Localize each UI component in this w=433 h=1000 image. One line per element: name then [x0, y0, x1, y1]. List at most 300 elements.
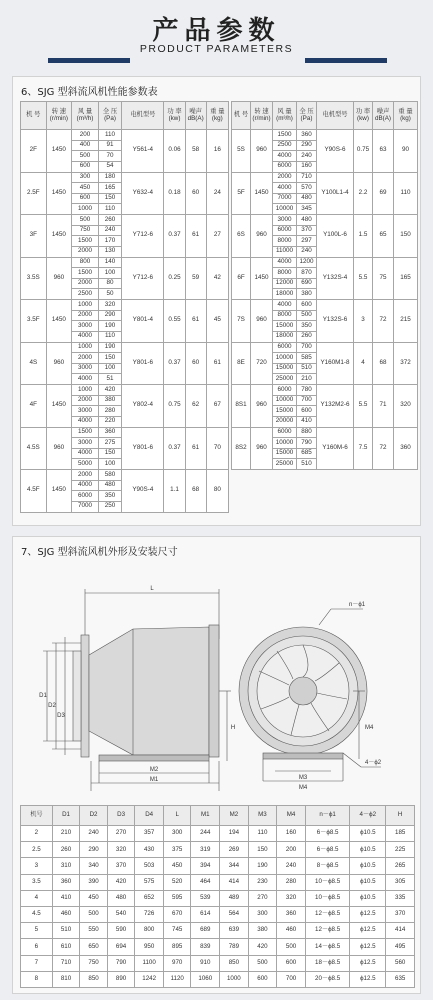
cell-pressure: 180 — [98, 172, 121, 183]
cell-model: 6F — [232, 257, 251, 300]
cell-noise: 62 — [185, 385, 206, 428]
cell-airflow: 800 — [72, 257, 99, 268]
dim-cell: 850 — [80, 971, 108, 987]
cell-model: 8E — [232, 342, 251, 385]
cell-motor: Y632-4 — [122, 172, 164, 215]
dim-cell: 380 — [248, 923, 277, 939]
dim-cell: 480 — [107, 890, 135, 906]
label-M3: M3 — [298, 775, 308, 781]
cell-airflow: 15000 — [273, 448, 297, 459]
cell-pressure: 370 — [297, 225, 317, 236]
col-noise: 噪声 dB(A) — [373, 102, 394, 130]
cell-power: 0.06 — [164, 130, 185, 173]
cell-noise: 60 — [185, 342, 206, 385]
cell-airflow: 450 — [72, 183, 99, 194]
cell-airflow: 15000 — [273, 363, 297, 374]
cell-noise: 60 — [185, 172, 206, 215]
cell-model: 3.5F — [21, 300, 47, 343]
cell-pressure: 110 — [98, 130, 121, 141]
cell-airflow: 4000 — [72, 331, 99, 342]
cell-speed: 1450 — [46, 130, 72, 173]
cell-airflow: 6000 — [273, 225, 297, 236]
cell-speed: 720 — [251, 342, 273, 385]
dim-cell: 503 — [135, 858, 164, 874]
cell-motor: Y132S-6 — [317, 300, 354, 343]
cell-speed: 960 — [46, 257, 72, 300]
dim-cell: 320 — [277, 890, 306, 906]
dimensions-header-row — [21, 806, 415, 826]
cell-airflow: 15000 — [273, 321, 297, 332]
dim-cell: 810 — [52, 971, 80, 987]
dim-cell: 185 — [386, 826, 415, 842]
cell-pressure: 220 — [98, 416, 121, 427]
cell-airflow: 4000 — [273, 151, 297, 162]
fan-outline-drawing — [13, 559, 422, 799]
cell-airflow: 1000 — [72, 342, 99, 353]
dim-header-cell: L — [163, 806, 191, 826]
dim-cell: 910 — [191, 955, 220, 971]
dim-cell: 540 — [107, 906, 135, 922]
dim-cell: 200 — [277, 842, 306, 858]
label-D3: D3 — [57, 713, 65, 719]
dim-cell: 12－ϕ8.5 — [305, 906, 349, 922]
label-M2: M2 — [149, 767, 159, 773]
cell-motor: Y132M2-6 — [317, 385, 354, 428]
cell-model: 6S — [232, 215, 251, 258]
dim-cell: ϕ10.5 — [350, 890, 386, 906]
dim-cell: 600 — [277, 955, 306, 971]
dim-cell: 190 — [248, 858, 277, 874]
dim-cell: 360 — [277, 906, 306, 922]
dim-cell: 670 — [163, 906, 191, 922]
dim-cell: 14－ϕ8.5 — [305, 939, 349, 955]
dim-cell: 652 — [135, 890, 164, 906]
cell-weight: 27 — [206, 215, 228, 258]
cell-pressure: 290 — [297, 140, 317, 151]
cell-power: 5.5 — [354, 257, 373, 300]
performance-table-right — [231, 101, 418, 470]
cell-noise: 58 — [185, 130, 206, 173]
title-bar-left — [48, 58, 130, 63]
cell-weight: 165 — [394, 257, 418, 300]
dim-cell: 460 — [277, 923, 306, 939]
dim-cell: 950 — [135, 939, 164, 955]
dim-cell: 260 — [52, 842, 80, 858]
cell-pressure: 360 — [297, 130, 317, 141]
cell-airflow: 2000 — [72, 310, 99, 321]
dim-cell: 450 — [163, 858, 191, 874]
label-4-phi2: 4－ϕ2 — [365, 760, 382, 766]
dim-cell: 420 — [107, 874, 135, 890]
dim-cell: 240 — [80, 826, 108, 842]
cell-pressure: 297 — [297, 236, 317, 247]
cell-weight: 42 — [206, 257, 228, 300]
label-M1: M1 — [149, 777, 159, 783]
cell-pressure: 260 — [297, 331, 317, 342]
cell-pressure: 240 — [297, 246, 317, 257]
cell-power: 1.1 — [164, 470, 185, 513]
dim-cell: ϕ12.5 — [350, 955, 386, 971]
label-n-phi1: n－ϕ1 — [349, 602, 366, 608]
cell-airflow: 2000 — [273, 172, 297, 183]
cell-airflow: 5000 — [72, 459, 99, 470]
cell-power: 0.75 — [164, 385, 185, 428]
dim-cell: 150 — [248, 842, 277, 858]
cell-pressure: 80 — [98, 278, 121, 289]
cell-noise: 72 — [373, 300, 394, 343]
dim-cell: 560 — [386, 955, 415, 971]
table-row — [21, 906, 415, 922]
dim-cell: 1242 — [135, 971, 164, 987]
table-body — [21, 130, 229, 513]
dim-cell: 520 — [163, 874, 191, 890]
dim-cell: 319 — [191, 842, 220, 858]
table-row — [21, 427, 229, 438]
cell-airflow: 200 — [72, 130, 99, 141]
dim-cell: 270 — [248, 890, 277, 906]
cell-pressure: 360 — [98, 427, 121, 438]
cell-noise: 61 — [185, 215, 206, 258]
cell-airflow: 4000 — [273, 300, 297, 311]
label-D1: D1 — [39, 693, 47, 699]
cell-motor: Y561-4 — [122, 130, 164, 173]
cell-motor: Y100L-6 — [317, 215, 354, 258]
table-row — [21, 826, 415, 842]
label-M4: M4 — [298, 785, 308, 791]
cell-weight: 80 — [206, 470, 228, 513]
dim-cell: 850 — [220, 955, 249, 971]
col-weight: 重 量 (kg) — [206, 102, 228, 130]
cell-pressure: 54 — [98, 161, 121, 172]
cell-pressure: 600 — [297, 300, 317, 311]
cell-pressure: 280 — [98, 406, 121, 417]
cell-weight: 67 — [206, 385, 228, 428]
dim-cell: 464 — [191, 874, 220, 890]
section6-title: 6、SJG 型斜流风机性能参数表 — [21, 87, 158, 98]
cell-airflow: 6000 — [273, 342, 297, 353]
dim-cell: 689 — [191, 923, 220, 939]
cell-airflow: 4000 — [72, 416, 99, 427]
col-speed: 转 速 (r/min) — [46, 102, 72, 130]
dim-cell: 8 — [21, 971, 53, 987]
cell-airflow: 6000 — [273, 427, 297, 438]
cell-power: 0.55 — [164, 300, 185, 343]
table-row — [21, 172, 229, 183]
performance-table-left — [20, 101, 229, 513]
cell-airflow: 500 — [72, 151, 99, 162]
cell-pressure: 100 — [98, 268, 121, 279]
dim-cell: 305 — [386, 874, 415, 890]
table-row — [21, 130, 229, 141]
cell-pressure: 570 — [297, 183, 317, 194]
cell-pressure: 480 — [98, 480, 121, 491]
cell-power: 0.18 — [164, 172, 185, 215]
cell-airflow: 3000 — [72, 321, 99, 332]
cell-weight: 320 — [394, 385, 418, 428]
cell-speed: 960 — [251, 427, 273, 470]
dim-cell: 280 — [277, 874, 306, 890]
cell-model: 7S — [232, 300, 251, 343]
dim-cell: 10－ϕ8.5 — [305, 890, 349, 906]
cell-pressure: 700 — [297, 395, 317, 406]
dim-cell: ϕ10.5 — [350, 826, 386, 842]
table-row — [21, 470, 229, 481]
cell-speed: 1450 — [46, 470, 72, 513]
table-row — [232, 342, 418, 353]
dim-cell: 500 — [248, 955, 277, 971]
cell-pressure: 585 — [297, 353, 317, 364]
cell-power: 4 — [354, 342, 373, 385]
table-header — [232, 102, 418, 130]
performance-panel — [12, 76, 421, 526]
dim-cell: 495 — [386, 939, 415, 955]
dim-cell: 790 — [107, 955, 135, 971]
dim-cell: 500 — [277, 939, 306, 955]
dim-cell: 370 — [107, 858, 135, 874]
cell-weight: 372 — [394, 342, 418, 385]
table-row — [21, 300, 229, 311]
cell-airflow: 2500 — [72, 289, 99, 300]
cell-airflow: 10000 — [273, 353, 297, 364]
dim-cell: 539 — [191, 890, 220, 906]
cell-airflow: 3000 — [273, 215, 297, 226]
cell-airflow: 300 — [72, 172, 99, 183]
cell-pressure: 780 — [297, 385, 317, 396]
cell-pressure: 700 — [297, 342, 317, 353]
dim-cell: 370 — [386, 906, 415, 922]
cell-airflow: 1500 — [273, 130, 297, 141]
cell-airflow: 500 — [72, 215, 99, 226]
cell-power: 2.2 — [354, 172, 373, 215]
cell-pressure: 510 — [297, 363, 317, 374]
cell-pressure: 685 — [297, 448, 317, 459]
dim-cell: 635 — [386, 971, 415, 987]
cell-airflow: 25000 — [273, 374, 297, 385]
cell-airflow: 400 — [72, 140, 99, 151]
cell-speed: 1450 — [46, 300, 72, 343]
cell-motor: Y132S-4 — [317, 257, 354, 300]
cell-airflow: 6000 — [72, 491, 99, 502]
table-row — [21, 874, 415, 890]
label-M4-side: M4 — [365, 725, 374, 731]
dim-cell: 230 — [248, 874, 277, 890]
cell-model: 2F — [21, 130, 47, 173]
cell-pressure: 710 — [297, 172, 317, 183]
cell-pressure: 110 — [98, 204, 121, 215]
cell-motor: Y90S-6 — [317, 130, 354, 173]
cell-airflow: 10000 — [273, 438, 297, 449]
cell-pressure: 190 — [98, 321, 121, 332]
cell-pressure: 1200 — [297, 257, 317, 268]
dim-header-cell: D2 — [80, 806, 108, 826]
dim-cell: 460 — [52, 906, 80, 922]
cell-noise: 59 — [185, 257, 206, 300]
table-row — [232, 427, 418, 438]
cell-pressure: 480 — [297, 215, 317, 226]
table-row — [21, 842, 415, 858]
page-header — [0, 0, 433, 70]
cell-noise: 69 — [373, 172, 394, 215]
cell-motor: Y160M-6 — [317, 427, 354, 470]
cell-speed: 1450 — [46, 385, 72, 428]
cell-speed: 960 — [251, 385, 273, 428]
cell-airflow: 1000 — [72, 204, 99, 215]
table-row — [21, 923, 415, 939]
cell-model: 5F — [232, 172, 251, 215]
cell-pressure: 880 — [297, 427, 317, 438]
cell-airflow: 7000 — [72, 501, 99, 512]
dim-cell: 2.5 — [21, 842, 53, 858]
cell-pressure: 790 — [297, 438, 317, 449]
cell-airflow: 4000 — [72, 448, 99, 459]
dim-cell: 694 — [107, 939, 135, 955]
cell-airflow: 25000 — [273, 459, 297, 470]
dim-cell: 510 — [52, 923, 80, 939]
cell-airflow: 750 — [72, 225, 99, 236]
cell-motor: Y801-6 — [122, 427, 164, 470]
dim-cell: 430 — [135, 842, 164, 858]
cell-airflow: 1500 — [72, 268, 99, 279]
label-D2: D2 — [48, 703, 56, 709]
dim-cell: 1100 — [135, 955, 164, 971]
dim-cell: 194 — [220, 826, 249, 842]
cell-power: 3 — [354, 300, 373, 343]
cell-pressure: 380 — [297, 289, 317, 300]
cell-weight: 150 — [394, 215, 418, 258]
dim-header-cell: M4 — [277, 806, 306, 826]
dim-cell: 970 — [163, 955, 191, 971]
cell-pressure: 160 — [297, 161, 317, 172]
cell-noise: 68 — [185, 470, 206, 513]
cell-motor: Y802-4 — [122, 385, 164, 428]
table-row — [21, 215, 229, 226]
dim-cell: 639 — [220, 923, 249, 939]
cell-motor: Y801-6 — [122, 342, 164, 385]
col-power: 功 率 (kw) — [354, 102, 373, 130]
dim-cell: 4.5 — [21, 906, 53, 922]
cell-speed: 960 — [46, 342, 72, 385]
dim-cell: 20－ϕ8.5 — [305, 971, 349, 987]
dim-cell: 610 — [52, 939, 80, 955]
cell-pressure: 91 — [98, 140, 121, 151]
col-model: 机 号 — [232, 102, 251, 130]
dim-cell: 7 — [21, 955, 53, 971]
table-row — [21, 939, 415, 955]
cell-airflow: 1500 — [72, 427, 99, 438]
dim-cell: 394 — [191, 858, 220, 874]
dim-cell: 500 — [80, 906, 108, 922]
dim-cell: 390 — [80, 874, 108, 890]
cell-pressure: 600 — [297, 406, 317, 417]
dim-cell: 800 — [135, 923, 164, 939]
cell-motor: Y160M1-8 — [317, 342, 354, 385]
dim-header-cell: M3 — [248, 806, 277, 826]
cell-noise: 61 — [185, 300, 206, 343]
dim-cell: 3.5 — [21, 874, 53, 890]
cell-weight: 215 — [394, 300, 418, 343]
dim-header-cell: n－ϕ1 — [305, 806, 349, 826]
dim-cell: 290 — [80, 842, 108, 858]
cell-weight: 360 — [394, 427, 418, 470]
col-airflow: 风 量 (m³/h) — [72, 102, 99, 130]
table-row — [21, 971, 415, 987]
dim-cell: 12－ϕ8.5 — [305, 923, 349, 939]
cell-airflow: 10000 — [273, 395, 297, 406]
dim-cell: ϕ10.5 — [350, 842, 386, 858]
cell-weight: 70 — [206, 427, 228, 470]
cell-noise: 71 — [373, 385, 394, 428]
dim-cell: ϕ10.5 — [350, 874, 386, 890]
cell-airflow: 18000 — [273, 289, 297, 300]
cell-power: 7.5 — [354, 427, 373, 470]
table-row — [232, 300, 418, 311]
cell-pressure: 110 — [98, 331, 121, 342]
cell-airflow: 8000 — [273, 310, 297, 321]
dim-header-cell: D1 — [52, 806, 80, 826]
dim-cell: ϕ12.5 — [350, 923, 386, 939]
cell-airflow: 4000 — [72, 374, 99, 385]
cell-power: 0.75 — [354, 130, 373, 173]
dim-cell: 564 — [220, 906, 249, 922]
dim-cell: 745 — [163, 923, 191, 939]
cell-pressure: 210 — [297, 374, 317, 385]
dim-cell: 375 — [163, 842, 191, 858]
dim-cell: 310 — [52, 858, 80, 874]
cell-airflow: 18000 — [273, 331, 297, 342]
cell-power: 0.37 — [164, 215, 185, 258]
dim-cell: 210 — [52, 826, 80, 842]
dim-cell: ϕ10.5 — [350, 858, 386, 874]
cell-model: 4S — [21, 342, 47, 385]
cell-airflow: 3000 — [72, 438, 99, 449]
dim-header-cell: 4－ϕ2 — [350, 806, 386, 826]
cell-pressure: 190 — [98, 342, 121, 353]
dim-header-cell: D4 — [135, 806, 164, 826]
cell-pressure: 150 — [98, 193, 121, 204]
cell-airflow: 2500 — [273, 140, 297, 151]
cell-airflow: 2000 — [72, 470, 99, 481]
table-row — [232, 257, 418, 268]
cell-power: 0.37 — [164, 342, 185, 385]
cell-pressure: 260 — [98, 215, 121, 226]
table-header — [21, 102, 229, 130]
col-weight: 重 量 (kg) — [394, 102, 418, 130]
cell-airflow: 1500 — [72, 236, 99, 247]
cell-pressure: 70 — [98, 151, 121, 162]
cell-pressure: 130 — [98, 246, 121, 257]
dim-cell: 344 — [220, 858, 249, 874]
front-view — [239, 609, 381, 781]
cell-pressure: 165 — [98, 183, 121, 194]
dim-cell: 4 — [21, 890, 53, 906]
dim-cell: 2 — [21, 826, 53, 842]
dim-cell: 244 — [191, 826, 220, 842]
dim-cell: 6－ϕ8.5 — [305, 842, 349, 858]
dim-cell: 357 — [135, 826, 164, 842]
dim-cell: 590 — [107, 923, 135, 939]
cell-model: 4F — [21, 385, 47, 428]
cell-motor: Y90S-4 — [122, 470, 164, 513]
cell-motor: Y712-6 — [122, 215, 164, 258]
dim-cell: 335 — [386, 890, 415, 906]
cell-pressure: 140 — [98, 257, 121, 268]
section7-title: 7、SJG 型斜流风机外形及安装尺寸 — [21, 547, 178, 558]
dim-cell: 240 — [277, 858, 306, 874]
dim-cell: 10－ϕ8.5 — [305, 874, 349, 890]
dim-cell: 710 — [52, 955, 80, 971]
dim-cell: 700 — [277, 971, 306, 987]
cell-model: 4.5F — [21, 470, 47, 513]
